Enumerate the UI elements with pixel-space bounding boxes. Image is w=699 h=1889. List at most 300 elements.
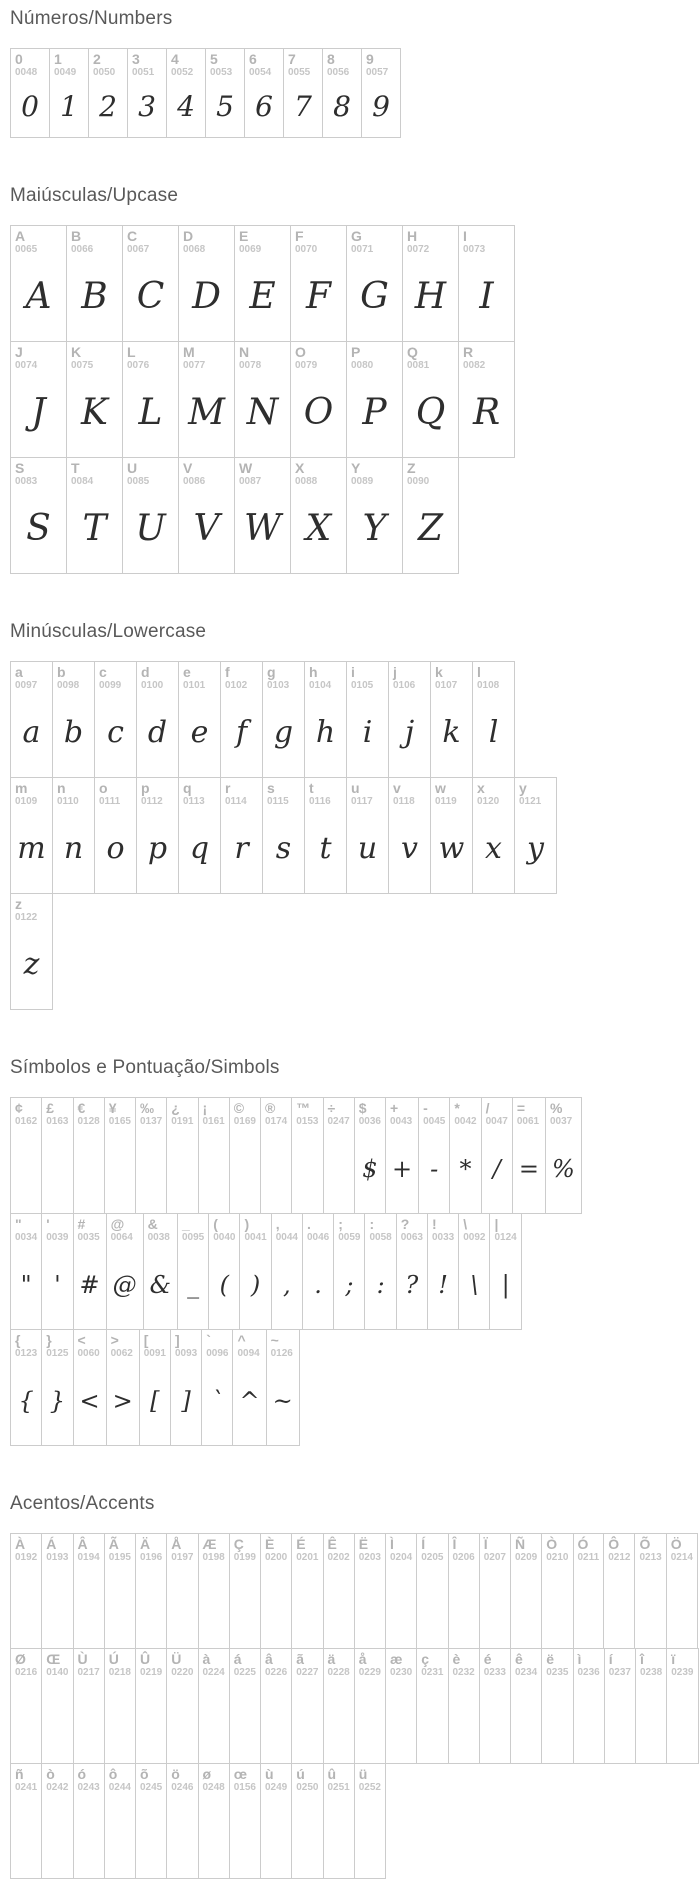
cell-code-label: 0250 <box>296 1782 319 1794</box>
cell-char-label: u <box>351 780 360 796</box>
glyph-row <box>10 661 515 778</box>
cell-char-label: { <box>15 1332 21 1348</box>
cell-code-label: 0165 <box>108 1116 131 1128</box>
cell-code-label: 0110 <box>57 796 79 808</box>
cell-glyph: ^ <box>239 1386 260 1415</box>
cell-code-label: 0038 <box>147 1232 170 1244</box>
cell-code-label: 0239 <box>671 1667 694 1679</box>
glyph-cell <box>302 1213 334 1330</box>
cell-glyph: A <box>25 276 52 318</box>
glyph-cell <box>166 1763 198 1879</box>
cell-glyph <box>328 1680 350 1759</box>
cell-code-label: 0128 <box>77 1116 100 1128</box>
cell-glyph <box>359 1795 381 1874</box>
cell-char-label: ê <box>515 1651 523 1667</box>
glyph-cell <box>208 1213 240 1330</box>
glyph-cell <box>262 777 305 894</box>
cell-code-label: 0035 <box>77 1232 100 1244</box>
cell-char-label: ü <box>358 1766 368 1782</box>
cell-char-label: < <box>77 1332 86 1348</box>
cell-char-label: œ <box>233 1766 247 1782</box>
cell-code-label: 0087 <box>239 476 262 488</box>
cell-code-label: 0191 <box>171 1116 194 1128</box>
cell-code-label: 0067 <box>127 244 150 256</box>
glyph-cell <box>178 341 235 458</box>
cell-char-label: / <box>485 1100 490 1116</box>
glyph-cell <box>205 48 245 138</box>
glyph-cell <box>266 1329 300 1446</box>
glyph-cell <box>333 1213 365 1330</box>
glyph-cell <box>385 1097 419 1214</box>
cell-char-label: [ <box>143 1332 149 1348</box>
cell-code-label: 0066 <box>71 244 94 256</box>
glyph-cell <box>541 1533 573 1649</box>
cell-char-label: à <box>202 1651 211 1667</box>
cell-code-label: 0064 <box>110 1232 133 1244</box>
cell-char-label: * <box>454 1100 460 1116</box>
cell-code-label: 0114 <box>225 796 247 808</box>
section-title: Minúsculas/Lowercase <box>10 621 207 642</box>
cell-code-label: 0077 <box>183 360 206 372</box>
cell-glyph <box>421 1680 443 1759</box>
cell-char-label: ; <box>338 1216 343 1232</box>
cell-glyph <box>234 1565 256 1644</box>
cell-char-label: Ä <box>140 1536 151 1552</box>
cell-code-label: 0100 <box>141 680 164 692</box>
glyph-cell <box>346 341 403 458</box>
glyph-cell <box>260 1648 292 1764</box>
glyph-cell <box>73 1533 105 1649</box>
glyph-cell <box>10 1097 42 1214</box>
glyph-cell <box>41 1213 73 1330</box>
cell-code-label: 0082 <box>463 360 486 372</box>
cell-glyph: U <box>135 508 166 550</box>
cell-char-label: ‰ <box>140 1100 154 1116</box>
cell-char-label: ó <box>77 1766 87 1782</box>
cell-code-label: 0245 <box>140 1782 163 1794</box>
cell-char-label: J <box>15 344 23 360</box>
cell-char-label: o <box>99 780 108 796</box>
glyph-cell <box>170 1329 202 1446</box>
cell-char-label: ø <box>202 1766 212 1782</box>
glyph-cell <box>66 225 123 342</box>
glyph-section <box>10 8 661 138</box>
cell-char-label: ' <box>46 1216 50 1232</box>
cell-glyph <box>484 1680 506 1759</box>
glyph-row <box>10 1763 386 1879</box>
cell-glyph: { <box>18 1386 34 1415</box>
cell-char-label: ù <box>265 1766 274 1782</box>
cell-glyph: a <box>22 715 41 751</box>
cell-glyph: > <box>112 1386 133 1415</box>
cell-char-label: y <box>519 780 527 796</box>
cell-code-label: 0238 <box>640 1667 663 1679</box>
cell-char-label: ã <box>296 1651 305 1667</box>
cell-glyph: I <box>479 276 494 318</box>
cell-char-label: K <box>71 344 82 360</box>
cell-char-label: é <box>483 1651 492 1667</box>
cell-glyph <box>578 1565 600 1644</box>
glyph-cell <box>10 1329 42 1446</box>
glyph-cell <box>479 1533 511 1649</box>
cell-glyph: m <box>17 831 46 867</box>
cell-glyph <box>78 1680 100 1759</box>
cell-char-label: & <box>147 1216 158 1232</box>
cell-glyph: 8 <box>333 89 351 123</box>
cell-code-label: 0162 <box>15 1116 38 1128</box>
glyph-cell <box>41 1533 73 1649</box>
cell-code-label: 0116 <box>309 796 331 808</box>
cell-glyph: / <box>492 1154 501 1183</box>
cell-char-label: . <box>306 1216 311 1232</box>
cell-code-label: 0249 <box>265 1782 288 1794</box>
cell-code-label: 0227 <box>296 1667 319 1679</box>
cell-char-label: å <box>358 1651 367 1667</box>
cell-code-label: 0033 <box>431 1232 455 1244</box>
glyph-cell <box>73 1097 105 1214</box>
cell-code-label: 0202 <box>327 1552 350 1564</box>
glyph-cell <box>402 341 459 458</box>
cell-char-label: Ù <box>77 1651 88 1667</box>
cell-char-label: C <box>127 228 138 244</box>
glyph-cell <box>198 1763 230 1879</box>
cell-glyph <box>15 1680 37 1759</box>
cell-char-label: h <box>309 664 318 680</box>
cell-char-label: õ <box>140 1766 149 1782</box>
cell-char-label: ) <box>244 1216 250 1232</box>
cell-char-label: ^ <box>237 1332 246 1348</box>
cell-char-label: ä <box>327 1651 336 1667</box>
cell-char-label: Ò <box>546 1536 558 1552</box>
cell-glyph <box>203 1795 225 1874</box>
cell-code-label: 0042 <box>454 1116 477 1128</box>
cell-glyph <box>234 1795 256 1874</box>
glyph-cell <box>201 1329 233 1446</box>
cell-code-label: 0247 <box>327 1116 350 1128</box>
cell-char-label: Ê <box>327 1536 337 1552</box>
glyph-cell <box>346 225 403 342</box>
cell-char-label: U <box>127 460 138 476</box>
glyph-cell <box>198 1533 230 1649</box>
cell-code-label: 0126 <box>270 1348 293 1360</box>
cell-char-label: Õ <box>639 1536 651 1552</box>
glyph-cell <box>361 48 401 138</box>
cell-glyph <box>390 1680 412 1759</box>
cell-char-label: æ <box>390 1651 403 1667</box>
cell-glyph: | <box>501 1270 510 1299</box>
cell-glyph: R <box>472 392 501 434</box>
cell-code-label: 0112 <box>141 796 163 808</box>
glyph-cell <box>10 1648 42 1764</box>
cell-code-label: 0193 <box>46 1552 69 1564</box>
glyph-cell <box>458 1213 490 1330</box>
glyph-cell <box>604 1648 636 1764</box>
cell-glyph: & <box>149 1270 171 1299</box>
cell-char-label: g <box>267 664 276 680</box>
cell-code-label: 0214 <box>670 1552 693 1564</box>
glyph-cell <box>346 457 403 574</box>
cell-code-label: 0198 <box>202 1552 225 1564</box>
glyph-cell <box>52 777 95 894</box>
cell-code-label: 0094 <box>237 1348 260 1360</box>
cell-char-label: " <box>15 1216 22 1232</box>
cell-glyph <box>109 1680 131 1759</box>
glyph-cell <box>290 225 347 342</box>
cell-glyph <box>265 1129 287 1209</box>
cell-code-label: 0108 <box>477 680 500 692</box>
glyph-cell <box>139 1329 171 1446</box>
cell-char-label: Ñ <box>515 1536 526 1552</box>
cell-char-label: © <box>233 1100 245 1116</box>
cell-code-label: 0229 <box>358 1667 381 1679</box>
cell-glyph <box>484 1565 506 1644</box>
cell-char-label: û <box>327 1766 337 1782</box>
cell-glyph: J <box>31 392 46 434</box>
cell-code-label: 0212 <box>608 1552 631 1564</box>
cell-glyph <box>109 1565 131 1644</box>
cell-code-label: 0085 <box>127 476 150 488</box>
cell-code-label: 0217 <box>77 1667 100 1679</box>
cell-glyph: H <box>414 276 447 318</box>
cell-char-label: ñ <box>15 1766 24 1782</box>
cell-glyph <box>515 1565 537 1644</box>
glyph-cell <box>354 1533 386 1649</box>
cell-char-label: á <box>233 1651 242 1667</box>
cell-char-label: 5 <box>210 51 218 67</box>
glyph-row <box>10 1533 698 1649</box>
cell-glyph <box>453 1680 475 1759</box>
glyph-cell <box>94 661 137 778</box>
cell-char-label: S <box>15 460 25 476</box>
cell-code-label: 0251 <box>327 1782 350 1794</box>
cell-code-label: 0210 <box>546 1552 569 1564</box>
glyph-cell <box>489 1213 521 1330</box>
cell-glyph: n <box>63 831 84 867</box>
cell-code-label: 0040 <box>213 1232 236 1244</box>
cell-char-label: E <box>239 228 249 244</box>
cell-char-label: Î <box>452 1536 457 1552</box>
glyph-cell <box>136 661 179 778</box>
glyph-cell <box>510 1533 542 1649</box>
glyph-cell <box>290 341 347 458</box>
cell-char-label: 2 <box>93 51 101 67</box>
cell-code-label: 0047 <box>485 1116 508 1128</box>
cell-char-label: Y <box>351 460 361 476</box>
cell-code-label: 0070 <box>295 244 318 256</box>
glyph-cell <box>385 1533 417 1649</box>
glyph-cell <box>10 661 53 778</box>
cell-code-label: 0195 <box>108 1552 131 1564</box>
cell-glyph <box>203 1565 225 1644</box>
cell-glyph <box>171 1129 193 1209</box>
cell-char-label: ™ <box>296 1100 311 1116</box>
cell-glyph: w <box>438 831 465 867</box>
cell-char-label: p <box>141 780 150 796</box>
cell-code-label: 0207 <box>483 1552 506 1564</box>
cell-char-label: z <box>15 896 22 912</box>
cell-code-label: 0060 <box>77 1348 100 1360</box>
glyph-cell <box>122 457 179 574</box>
cell-glyph: * <box>459 1154 472 1183</box>
glyph-cell <box>232 1329 266 1446</box>
glyph-cell <box>291 1097 323 1214</box>
glyph-cell <box>88 48 128 138</box>
cell-glyph: < <box>79 1386 100 1415</box>
glyph-cell <box>346 777 389 894</box>
glyph-cell <box>291 1763 323 1879</box>
cell-code-label: 0093 <box>174 1348 198 1360</box>
cell-glyph: t <box>319 831 332 867</box>
cell-code-label: 0118 <box>393 796 415 808</box>
glyph-row <box>10 1648 699 1764</box>
glyph-cell <box>666 1648 698 1764</box>
cell-glyph <box>140 1680 162 1759</box>
cell-char-label: Z <box>407 460 416 476</box>
cell-code-label: 0041 <box>244 1232 267 1244</box>
cell-char-label: ! <box>431 1216 437 1232</box>
glyph-cell <box>354 1097 386 1214</box>
cell-code-label: 0055 <box>288 67 311 79</box>
cell-glyph: r <box>234 831 249 867</box>
section-rows <box>10 225 515 574</box>
glyph-cell <box>514 777 557 894</box>
glyph-cell <box>127 48 167 138</box>
glyph-cell <box>143 1213 178 1330</box>
cell-char-label: : <box>369 1216 375 1232</box>
cell-char-label: Ç <box>233 1536 244 1552</box>
cell-char-label: Ë <box>358 1536 369 1552</box>
cell-glyph: ` <box>211 1386 224 1415</box>
cell-glyph <box>15 1795 37 1874</box>
cell-glyph <box>640 1680 662 1759</box>
cell-glyph <box>609 1680 631 1759</box>
glyph-cell <box>94 777 137 894</box>
cell-code-label: 0062 <box>110 1348 133 1360</box>
glyph-cell <box>229 1648 261 1764</box>
cell-code-label: 0124 <box>494 1232 517 1244</box>
cell-glyph <box>296 1795 318 1874</box>
cell-glyph: W <box>243 508 281 550</box>
cell-code-label: 0107 <box>435 680 458 692</box>
cell-glyph: ] <box>181 1386 191 1415</box>
cell-code-label: 0083 <box>15 476 38 488</box>
cell-char-label: n <box>57 780 66 796</box>
cell-glyph: @ <box>112 1270 137 1299</box>
cell-char-label: ¥ <box>108 1100 117 1116</box>
glyph-cell <box>260 1097 292 1214</box>
cell-code-label: 0137 <box>140 1116 163 1128</box>
cell-char-label: ¢ <box>15 1100 23 1116</box>
cell-code-label: 0125 <box>46 1348 69 1360</box>
cell-code-label: 0056 <box>327 67 350 79</box>
cell-glyph: % <box>551 1154 575 1183</box>
cell-glyph <box>265 1795 287 1874</box>
cell-code-label: 0234 <box>515 1667 538 1679</box>
cell-glyph <box>359 1565 381 1644</box>
glyph-cell <box>449 1097 481 1214</box>
cell-glyph: z <box>23 947 40 983</box>
cell-char-label: ï <box>671 1651 676 1667</box>
glyph-row <box>10 457 459 574</box>
cell-char-label: B <box>71 228 82 244</box>
cell-glyph: B <box>81 276 108 318</box>
cell-code-label: 0216 <box>15 1667 38 1679</box>
cell-char-label: v <box>393 780 401 796</box>
cell-char-label: L <box>127 344 136 360</box>
glyph-cell <box>573 1533 605 1649</box>
section-title: Símbolos e Pontuação/Simbols <box>10 1057 280 1078</box>
cell-code-label: 0241 <box>15 1782 38 1794</box>
glyph-cell <box>388 661 431 778</box>
cell-glyph: . <box>314 1270 322 1299</box>
glyph-cell <box>635 1648 667 1764</box>
glyph-cell <box>290 457 347 574</box>
cell-glyph: " <box>20 1270 32 1299</box>
cell-char-label: Œ <box>46 1651 61 1667</box>
cell-code-label: 0117 <box>351 796 373 808</box>
cell-code-label: 0084 <box>71 476 94 488</box>
cell-glyph: 1 <box>60 89 78 123</box>
cell-code-label: 0103 <box>267 680 290 692</box>
cell-char-label: r <box>225 780 231 796</box>
glyph-row <box>10 777 557 894</box>
glyph-cell <box>41 1329 73 1446</box>
cell-code-label: 0097 <box>15 680 38 692</box>
cell-glyph: ) <box>250 1270 261 1299</box>
cell-glyph: - <box>430 1154 439 1183</box>
cell-char-label: ö <box>171 1766 180 1782</box>
cell-code-label: 0237 <box>608 1667 631 1679</box>
cell-code-label: 0072 <box>407 244 430 256</box>
cell-code-label: 0111 <box>99 796 121 808</box>
cell-char-label: A <box>15 228 26 244</box>
cell-glyph: X <box>305 508 332 550</box>
glyph-cell <box>104 1763 136 1879</box>
cell-glyph <box>515 1680 537 1759</box>
cell-glyph <box>203 1129 225 1209</box>
cell-code-label: 0081 <box>407 360 430 372</box>
glyph-section <box>10 621 661 1010</box>
cell-char-label: Ø <box>15 1651 26 1667</box>
cell-code-label: 0203 <box>358 1552 381 1564</box>
glyph-cell <box>166 48 206 138</box>
cell-glyph: F <box>306 276 331 318</box>
cell-code-label: 0248 <box>202 1782 225 1794</box>
cell-glyph <box>296 1680 318 1759</box>
glyph-cell <box>364 1213 396 1330</box>
cell-char-label: = <box>516 1100 526 1116</box>
cell-code-label: 0252 <box>358 1782 381 1794</box>
cell-char-label: Ú <box>108 1651 119 1667</box>
glyph-cell <box>10 1533 42 1649</box>
character-map <box>10 8 694 1879</box>
glyph-cell <box>323 1763 355 1879</box>
glyph-cell <box>10 893 53 1010</box>
glyph-cell <box>472 777 515 894</box>
glyph-cell <box>402 457 459 574</box>
cell-char-label: ~ <box>270 1332 279 1348</box>
cell-glyph: ' <box>54 1270 61 1299</box>
cell-code-label: 0209 <box>515 1552 538 1564</box>
cell-glyph: + <box>392 1154 413 1183</box>
cell-glyph: ; <box>345 1270 354 1299</box>
cell-code-label: 0078 <box>239 360 262 372</box>
cell-glyph: 3 <box>138 89 156 123</box>
glyph-cell <box>73 1763 105 1879</box>
cell-char-label: q <box>183 780 192 796</box>
glyph-cell <box>262 661 305 778</box>
glyph-cell <box>416 1533 448 1649</box>
